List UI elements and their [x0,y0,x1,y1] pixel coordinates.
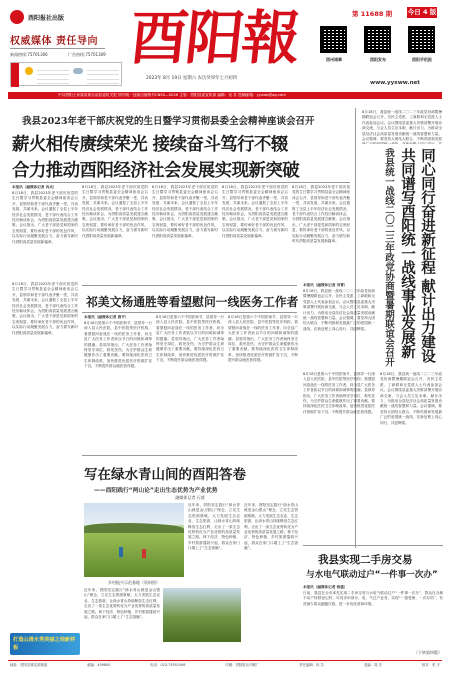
footer-phone: 电话：023-75551006 [150,663,186,667]
date-line: 2023年 8月 19日 星期六 农历癸卯年七月初四 [146,76,237,81]
publisher-name: 酉阳报社出版 [28,15,65,22]
phone-line: 新闻热线:75701306 [10,52,48,57]
left-column-text: 8月18日，我县2023年老干部庆祝党的生日暨学习贯彻县委全会精神座谈会召开，县领导和老干部代表齐聚一堂，共话发展、共谋未来。会议通报了全县上半年经济社会发展情况，老干部代表结合工作经历畅谈体会，为酉阳高质量发展建言献策。会议指出，广大老干部是党和国家的宝贵财富，要传承好老干部的优良作风，以实际行动凝聚发展合力，奋力谱写新时代酉阳高质量发展新篇章。 [12,282,78,335]
lead-headline-1: 薪火相传赓续荣光 接续奋斗笃行不辍 [12,135,288,155]
website-link[interactable]: www.yyxww.net [370,80,420,86]
right-feature-kicker: 我县统一战线二〇二三年政党协商暨暑期联谊会召开 [383,148,394,367]
footer-editor: 责任编辑：冉 苏 [299,663,325,667]
edition-badge: 今日 4 版 [407,8,437,16]
slogan: 权威媒体 责任导向 [10,36,98,47]
lead-body-col-1: 8月18日，我县2023年老干部庆祝党的生日暨学习贯彻县委全会精神座谈会召开，县领导和老干部代表齐聚一堂，共话发展、共谋未来。会议通报了全县上半年经济社会发展情况，老干部代表结合工作经历畅谈体会，为酉阳高质量发展建言献策。会议指出，广大老干部是党和国家的宝贵财富，要传承好老干部的优良作风，以实际行动凝聚发展合力，奋力谱写新时代酉阳高质量发展新篇章。 [12,191,78,244]
middle-headline: 祁美文杨通胜等看望慰问一线医务工作者 [86,295,299,309]
bottom-left-headline: 写在绿水青山间的酉阳答卷 [84,467,246,483]
bottom-left-subhead: ——酉阳践行“两山论”走出生态优势为产业优势 [94,488,218,494]
footer [10,663,440,671]
qr-code-release [364,26,391,53]
lead-body-col-3: 8月18日，我县2023年老干部庆祝党的生日暨学习贯彻县委全会精神座谈会召开，县领导和老干部代表齐聚一堂，共话发展、共谋未来。会议通报了全县上半年经济社会发展情况，老干部代表结合工作经历畅谈体会，为酉阳高质量发展建言献策。会议指出，广大老干部是党和国家的宝贵财富，要传承好老干部的优良作风，以实际行动凝聚发展合力，奋力谱写新时代酉阳高质量发展新篇章。 [152,185,218,238]
lead-headline-2: 合力推动酉阳经济社会发展实现新突破 [12,161,300,181]
qr-caption-2: 酉阳发布 [370,57,386,62]
bottom-left-byline: 融媒体记者 石茜 [175,495,205,500]
footer-proofreader: 校对：张 平 [421,663,440,667]
right-feature-body-1: 8月18日，我县统一战线二〇二三年政党协商暨暑期联谊会召开，各民主党派、工商联和无党派人士代表参加会议。会议围绕县委重大决策部署开展协商交流，与会人员立足本职、献计出力，为推动全县经济社会高质量发展贡献统一战线智慧和力量。会议强调，要坚持大团结大联合，不断巩固和发展最广泛的爱国统一战线，在新征程上同心同行、共创辉煌。 [303,289,375,331]
lead-byline: 本报讯（融媒体记者 冉灵） [12,185,57,189]
ad-line: 广告热线:75701309 [68,52,106,57]
footer-postcode: 邮编：409800 [87,663,111,667]
footer-address: 地址：酉阳县桃花源街道 [10,663,48,667]
bottom-right-byline: 本报讯（融媒体记者 杨盛） [303,585,348,589]
lead-kicker: 我县2023年老干部庆祝党的生日暨学习贯彻县委全会精神座谈会召开 [22,116,315,127]
continued-note: （下转第四版） [414,650,442,655]
newspaper-logo: 酉阳報 [126,4,302,72]
footer-printer: 印刷：酉阳报社印刷厂 [225,663,260,667]
middle-body-col-3: 8月18日是第六个中国医师节，县领导一行深入县人民医院、县中医院等医疗机构，看望慰问奋战在一线的医务工作者，向全县广大医务工作者致以节日的问候和诚挚的感谢。县领导指出，广大医务工作者始终坚守岗位、救死扶伤，为守护群众生命健康作出了重要贡献。要持续深化医药卫生体制改革，加快推进优质医疗资源扩容下沉，不断提升群众就医获得感。 [228,315,298,363]
qr-caption-3: 酉阳手机报 [412,57,432,62]
bottom-right-headline-2: 与水电气联动过户“一件事一次办” [306,570,438,580]
rural-scene-photo [84,503,184,577]
lead-body-col-2: 8月18日，我县2023年老干部庆祝党的生日暨学习贯彻县委全会精神座谈会召开，县领导和老干部代表齐聚一堂，共话发展、共谋未来。会议通报了全县上半年经济社会发展情况，老干部代表结合工作经历畅谈体会，为酉阳高质量发展建言献策。会议指出，广大老干部是党和国家的宝贵财富，要传承好老干部的优良作风，以实际行动凝聚发展合力，奋力谱写新时代酉阳高质量发展新篇章。 [82,185,148,238]
right-feature-body-2: 8月18日，我县统一战线二〇二三年政党协商暨暑期联谊会召开，各民主党派、工商联和无党派人士代表参加会议。会议围绕县委重大决策部署开展协商交流，与会人员立足本职、献计出力，为推动全县经济社会高质量发展贡献统一战线智慧和力量。会议强调，要坚持大团结大联合，不断巩固和发展最广泛的爱国统一战线，在新征程上同心同行、共创辉煌。 [380,372,442,425]
weather-cloud-icon [73,68,83,74]
inset-photo [163,588,241,642]
bottom-left-body-1: 近年来，酉阳坚定践行“绿水青山就是金山银山”理念，立足生态资源禀赋，大力发展生态农业、生态旅游，让绿水青山持续释放生态红利，走出了一条生态优势转化为产业优势的高质量发展之路。林下经济、特色种植、乡村旅游蓬勃兴起，群众在家门口端上了“生态饭碗”。 [188,503,240,551]
issue-number: 第 11688 期 [352,10,393,18]
bottom-right-body: 日前，我县在全市率先实现二手房交易与水电气联动过户“一件事一次办”，群众在办理不动产转移登记时，可同步申请水、电、气过户业务，实现“一窗受理、一次办结”，有效减少群众跑腿次数，进一步优化营商环境。 [303,591,443,606]
middle-byline: 本报讯（融媒体记者 唐平） [84,315,129,319]
photo-caption: 乡村振兴示范基地（资料图） [108,580,160,585]
qr-code-mobile [408,26,435,53]
right-feature-lead: 8月18日，我县统一战线二〇二三年政党协商暨暑期联谊会召开，各民主党派、工商联和无党派人士代表参加会议。会议围绕县委重大决策部署开展协商交流，与会人员立足本职、献计出力，为推动全县经济社会高质量发展贡献统一战线智慧和力量。会议强调，要坚持大团结大联合，不断巩固和发展 [362,110,442,142]
right-feature-byline: 本报讯（融媒体记者 刘菁） [303,283,348,287]
qr-code-city-news [320,26,347,53]
bottom-left-body-3: 近年来，酉阳坚定践行“绿水青山就是金山银山”理念，立足生态资源禀赋，大力发展生态农业、生态旅游，让绿水青山持续释放生态红利，走出了一条生态优势转化为产业优势的高质量发展之路。林下经济、特色种植、乡村旅游蓬勃兴起，群众在家门口端上了“生态饭碗”。 [84,588,160,620]
right-feature-headline-1: 同心同行奋进新征程 献计出力建设 [419,148,435,363]
lead-body-col-5: 8月18日，我县2023年老干部庆祝党的生日暨学习贯彻县委全会精神座谈会召开，县领导和老干部代表齐聚一堂，共话发展、共谋未来。会议通报了全县上半年经济社会发展情况，老干部代表结合工作经历畅谈体会，为酉阳高质量发展建言献策。会议指出，广大老干部是党和国家的宝贵财富，要传承好老干部的优良作风，以实际行动凝聚发展合力，奋力谱写新时代酉阳高质量发展新篇章。 [292,185,350,244]
right-feature-headline-2: 共同谱写酉阳统一战线事业发展新 [399,148,415,358]
bottom-right-headline-1: 我县实现二手房交易 [318,554,413,566]
promo-banner [10,633,80,655]
bottom-left-body-2: 近年来，酉阳坚定践行“绿水青山就是金山银山”理念，立足生态资源禀赋，大力发展生态农业、生态旅游，让绿水青山持续释放生态红利，走出了一条生态优势转化为产业优势的高质量发展之路。林下经济、特色种植、乡村旅游蓬勃兴起，群众在家门口端上了“生态饭碗”。 [244,503,298,551]
qr-caption-1: 酉州城事 [326,57,342,62]
header-strip-text: 中共酉阳土家族苗族自治县委机关报 国内统一连续出版物号CN50—0026 主管：酉阳县委宣传部 编辑：吴 苏 投稿邮箱：yyxwb@qq.com [58,93,286,97]
middle-body-col-1: 8月18日是第六个中国医师节，县领导一行深入县人民医院、县中医院等医疗机构，看望慰问奋战在一线的医务工作者，向全县广大医务工作者致以节日的问候和诚挚的感谢。县领导指出，广大医务工作者始终坚守岗位、救死扶伤，为守护群众生命健康作出了重要贡献。要持续深化医药卫生体制改革，加快推进优质医疗资源扩容下沉，不断提升群众就医获得感。 [84,321,152,369]
lead-body-col-4: 8月18日，我县2023年老干部庆祝党的生日暨学习贯彻县委全会精神座谈会召开，县领导和老干部代表齐聚一堂，共话发展、共谋未来。会议通报了全县上半年经济社会发展情况，老干部代表结合工作经历畅谈体会，为酉阳高质量发展建言献策。会议指出，广大老干部是党和国家的宝贵财富，要传承好老干部的优良作风，以实际行动凝聚发展合力，奋力谱写新时代酉阳高质量发展新篇章。 [222,185,288,238]
promo-banner-text: 打造山清水秀美丽之地新样板 [13,637,76,651]
middle-body-col-4: 8月18日是第六个中国医师节，县领导一行深入县人民医院、县中医院等医疗机构，看望慰问奋战在一线的医务工作者，向全县广大医务工作者致以节日的问候和诚挚的感谢。县领导指出，广大医务工作者始终坚守岗位、救死扶伤，为守护群众生命健康作出了重要贡献。要持续深化医药卫生体制改革，加快推进优质医疗资源扩容下沉，不断提升群众就医获得感。 [303,372,375,414]
weather-box [10,62,122,86]
footer-designer: 美编：周 杰 [363,663,382,667]
weather-sun-icon [25,67,33,75]
header-strip [8,92,442,99]
middle-body-col-2: 8月18日是第六个中国医师节，县领导一行深入县人民医院、县中医院等医疗机构，看望慰问奋战在一线的医务工作者，向全县广大医务工作者致以节日的问候和诚挚的感谢。县领导指出，广大医务工作者始终坚守岗位、救死扶伤，为守护群众生命健康作出了重要贡献。要持续深化医药卫生体制改革，加快推进优质医疗资源扩容下沉，不断提升群众就医获得感。 [156,315,224,363]
publisher-seal-icon [10,10,24,24]
